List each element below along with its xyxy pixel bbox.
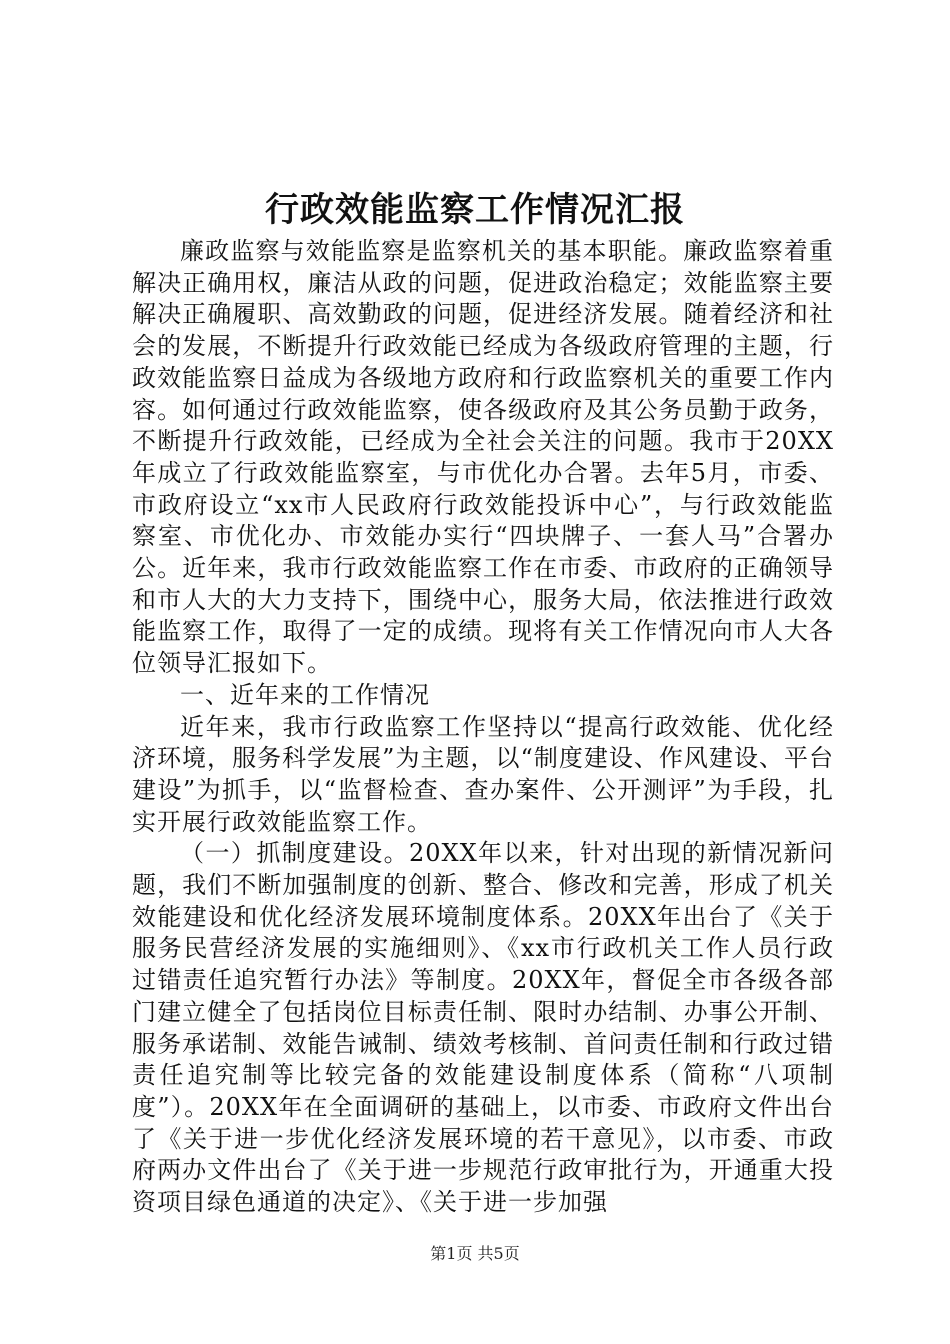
document-body [132,236,834,1219]
subsection-paragraph: （一）抓制度建设。20XX年以来，针对出现的新情况新问题，我们不断加强制度的创新、整合、修改和完善，形成了机关效能建设和优化经济发展环境制度体系。20XX年出台了《关于服务民营经济发展的实施细则》、《xx市行政机关工作人员行政过错责任追究暂行办法》等制度。20XX年，督促全市各级各部门建立健全了包括岗位目标责任制、限时办结制、办事公开制、服务承诺制、效能告诫制、绩效考核制、首问责任制和行政过错责任追究制等比较完备的效能建设制度体系（简称“八项制度”）。20XX年在全面调研的基础上，以市委、市政府文件出台了《关于进一步优化经济发展环境的若干意见》，以市委、市政府两办文件出台了《关于进一步规范行政审批行为，开通重大投资项目绿色通道的决定》、《关于进一步加强 [132,839,834,1217]
intro-paragraph: 廉政监察与效能监察是监察机关的基本职能。廉政监察着重解决正确用权，廉洁从政的问题，促进政治稳定；效能监察主要解决正确履职、高效勤政的问题，促进经济发展。随着经济和社会的发展，不断提升行政效能已经成为各级政府管理的主题，行政效能监察日益成为各级地方政府和行政监察机关的重要工作内容。如何通过行政效能监察，使各级政府及其公务员勤于政务，不断提升行政效能，已经成为全社会关注的问题。我市于20XX年成立了行政效能监察室，与市优化办合署。去年5月，市委、市政府设立“xx市人民政府行政效能投诉中心”，与行政效能监察室、市优化办、市效能办实行“四块牌子、一套人马”合署办公。近年来，我市行政效能监察工作在市委、市政府的正确领导和市人大的大力支持下，围绕中心，服务大局，依法推进行政效能监察工作，取得了一定的成绩。现将有关工作情况向市人大各位领导汇报如下。 [132,237,834,678]
document-title: 行政效能监察工作情况汇报 [265,190,685,230]
section-heading: 一、近年来的工作情况 [180,680,430,709]
page-footer: 第1页 共5页 [430,1244,520,1263]
section-intro-paragraph: 近年来，我市行政监察工作坚持以“提高行政效能、优化经济环境，服务科学发展”为主题，以“制度建设、作风建设、平台建设”为抓手，以“监督检查、查办案件、公开测评”为手段，扎实开展行政效能监察工作。 [132,712,834,836]
